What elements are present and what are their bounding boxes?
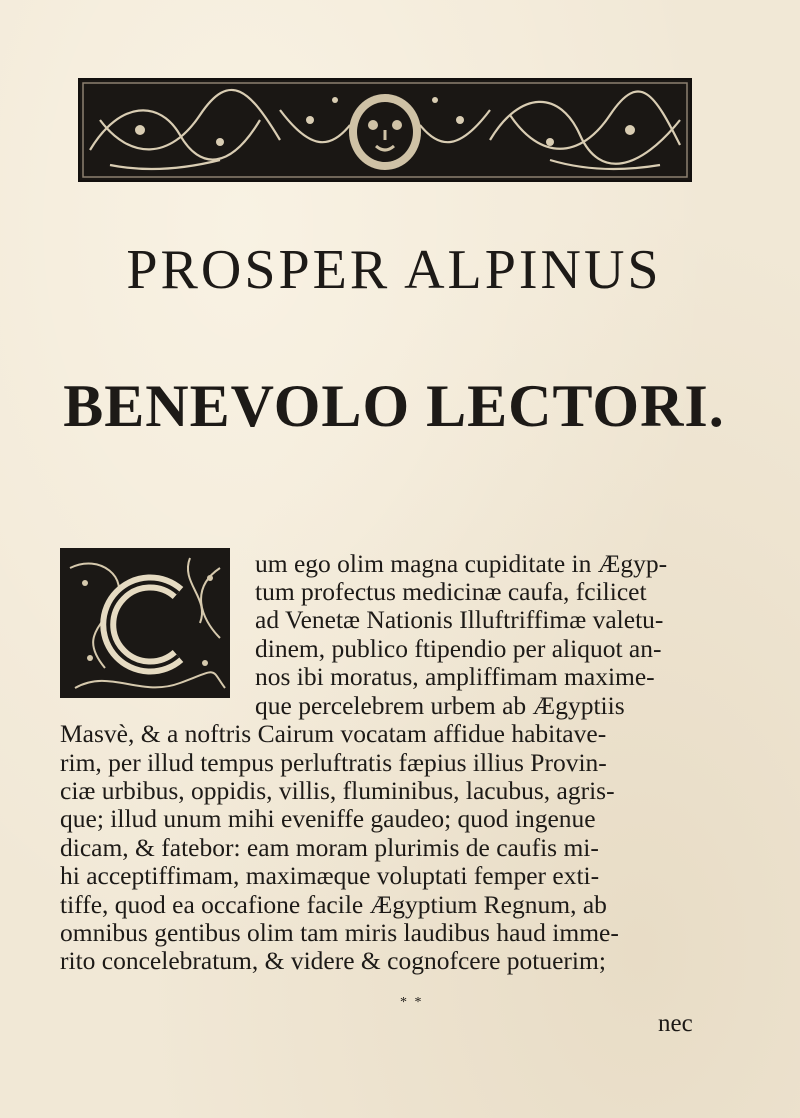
signature-mark: * * <box>400 995 424 1010</box>
text-line: omnibus gentibus olim tam miris laudibus haud imme- <box>60 918 619 947</box>
text-line: dicam, & fatebor: eam moram plurimis de caufis mi- <box>60 833 599 862</box>
text-line: tum profectus medicinæ caufa, fcilicet <box>255 577 647 606</box>
text-line: tiffe, quod ea occafione facile Ægyptium Regnum, ab <box>60 890 607 919</box>
text-line: rito concelebratum, & videre & cognofcere potuerim; <box>60 946 606 975</box>
text-line: que; illud unum mihi eveniffe gaudeo; quod ingenue <box>60 804 596 833</box>
text-line: um ego olim magna cupiditate in Ægyp- <box>255 549 668 578</box>
text-line: ciæ urbibus, oppidis, villis, fluminibus, lacubus, agris- <box>60 776 615 805</box>
catchword: nec <box>658 1010 693 1037</box>
decorated-initial-icon <box>60 548 230 698</box>
title-author: PROSPER ALPINUS <box>126 239 662 301</box>
title-dedication: BENEVOLO LECTORI. <box>63 373 725 439</box>
text-line: ad Venetæ Nationis Illuftriffimæ valetu- <box>255 605 664 634</box>
text-line: que percelebrem urbem ab Ægyptiis <box>255 691 625 720</box>
ornamental-headpiece-icon <box>78 78 692 182</box>
text-line: Masvè, & a noftris Cairum vocatam affidue habitave- <box>60 719 607 748</box>
text-line: rim, per illud tempus perluftratis fæpius illius Provin- <box>60 748 607 777</box>
text-line: nos ibi moratus, ampliffimam maxime- <box>255 662 655 691</box>
text-line: dinem, publico ftipendio per aliquot an- <box>255 634 662 663</box>
text-line: hi acceptiffimam, maximæque voluptati femper exti- <box>60 861 600 890</box>
